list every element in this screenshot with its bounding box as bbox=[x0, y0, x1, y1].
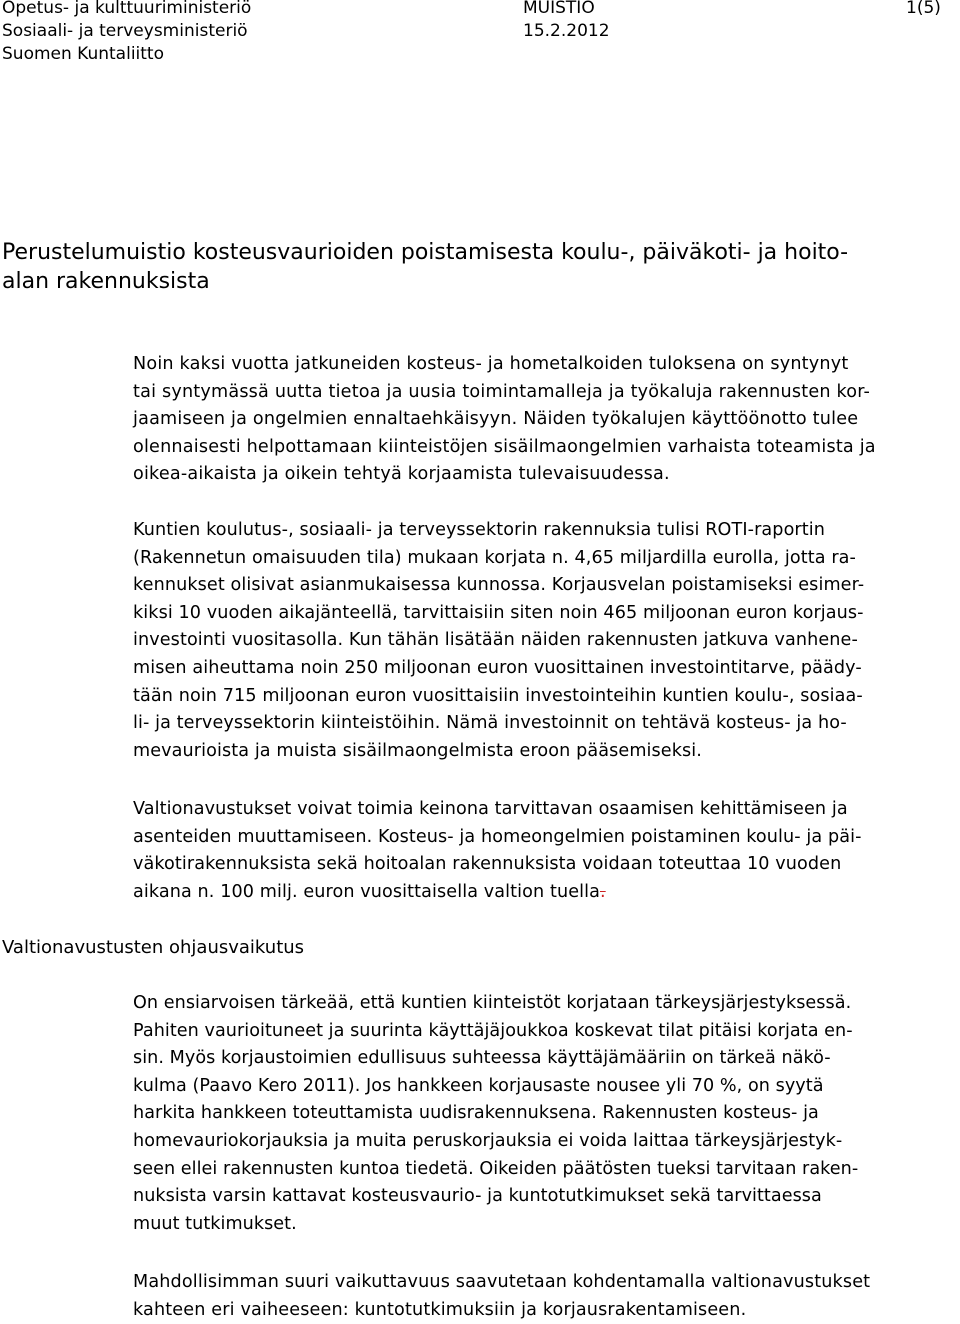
document-date: 15.2.2012 bbox=[523, 21, 610, 41]
paragraph-5 bbox=[133, 1269, 958, 1324]
paragraph-4 bbox=[133, 990, 958, 1238]
document-type: MUISTIO bbox=[523, 0, 595, 18]
section-heading: Valtionavustusten ohjausvaikutus bbox=[2, 937, 305, 958]
paragraph-line: seen ellei rakennusten kuntoa tiedetä. Oikeiden päätösten tueksi tarvitaan raken- bbox=[133, 1158, 859, 1179]
ministry-line-3: Suomen Kuntaliitto bbox=[2, 44, 164, 64]
paragraph-line: oikea-aikaista ja oikein tehtyä korjaamista tulevaisuudessa. bbox=[133, 464, 670, 485]
paragraph-line: On ensiarvoisen tärkeää, että kuntien kiinteistöt korjataan tärkeysjärjestyksessä. bbox=[133, 993, 852, 1013]
ministry-line-1: Opetus- ja kulttuuriministeriö bbox=[2, 0, 252, 18]
paragraph-line: muut tutkimukset. bbox=[133, 1213, 297, 1234]
paragraph-line: Valtionavustukset voivat toimia keinona tarvittavan osaamisen kehittämiseen ja bbox=[133, 799, 848, 819]
paragraph-2 bbox=[133, 517, 958, 765]
paragraph-line-last bbox=[133, 879, 958, 907]
paragraph-line: li- ja terveyssektorin kiinteistöihin. Nämä investoinnit on tehtävä kosteus- ja ho- bbox=[133, 713, 847, 734]
paragraph-line: tai syntymässä uutta tietoa ja uusia toimintamalleja ja työkaluja rakennusten kor- bbox=[133, 381, 871, 402]
paragraph-line: kennukset olisivat asianmukaisessa kunnossa. Korjausvelan poistamiseksi esimer- bbox=[133, 575, 865, 596]
paragraph-line: kulma (Paavo Kero 2011). Jos hankkeen korjausaste nousee yli 70 %, on syytä bbox=[133, 1075, 824, 1096]
paragraph-line: Noin kaksi vuotta jatkuneiden kosteus- ja hometalkoiden tuloksena on syntynyt bbox=[133, 354, 849, 374]
paragraph-line: mevaurioista ja muista sisäilmaongelmista eroon pääsemiseksi. bbox=[133, 740, 702, 761]
paragraph-line: harkita hankkeen toteuttamista uudisrakennuksena. Rakennusten kosteus- ja bbox=[133, 1103, 819, 1124]
paragraph-line: investointi vuositasolla. Kun tähän lisätään näiden rakennusten jatkuva vanhene- bbox=[133, 630, 858, 651]
page-number: 1(5) bbox=[906, 0, 941, 18]
ministry-line-2: Sosiaali- ja terveysministeriö bbox=[2, 21, 248, 41]
paragraph-3 bbox=[133, 796, 958, 906]
paragraph-line: kahteen eri vaiheeseen: kuntotutkimuksiin ja korjausrakentamiseen. bbox=[133, 1299, 747, 1320]
paragraph-line: (Rakennetun omaisuuden tila) mukaan korjata n. 4,65 miljardilla eurolla, jotta ra- bbox=[133, 547, 856, 568]
paragraph-line: Pahiten vaurioituneet ja suurinta käyttäjäjoukkoa koskevat tilat pitäisi korjata en- bbox=[133, 1020, 853, 1041]
paragraph-line: jaamiseen ja ongelmien ennaltaehkäisyyn. Näiden työkalujen käyttöönotto tulee bbox=[133, 409, 859, 430]
title-line-2: alan rakennuksista bbox=[2, 269, 210, 294]
paragraph-line: olennaisesti helpottamaan kiinteistöjen sisäilmaongelmien varhaista toteamista ja bbox=[133, 436, 876, 457]
paragraph-line: kiksi 10 vuoden aikajänteellä, tarvittaisiin siten noin 465 miljoonan euron korjaus- bbox=[133, 602, 864, 623]
paragraph-line: asenteiden muuttamiseen. Kosteus- ja homeongelmien poistaminen koulu- ja päi- bbox=[133, 826, 862, 847]
paragraph-line: nuksista varsin kattavat kosteusvaurio- ja kuntotutkimukset sekä tarvittaessa bbox=[133, 1186, 822, 1207]
paragraph-1 bbox=[133, 351, 958, 489]
paragraph-line: sin. Myös korjaustoimien edullisuus suhteessa käyttäjämääriin on tärkeä näkö- bbox=[133, 1048, 831, 1069]
paragraph-line: misen aiheuttama noin 250 miljoonan euron vuosittainen investointitarve, päädy- bbox=[133, 657, 862, 678]
title-line-1: Perustelumuistio kosteusvaurioiden poistamisesta koulu-, päiväkoti- ja hoito- bbox=[2, 240, 849, 265]
paragraph-line: Mahdollisimman suuri vaikuttavuus saavutetaan kohdentamalla valtionavustukset bbox=[133, 1272, 871, 1292]
paragraph-line: homevauriokorjauksia ja muita peruskorjauksia ei voida laittaa tärkeysjärjestyk- bbox=[133, 1130, 843, 1151]
page-title bbox=[2, 238, 952, 296]
last-line-text: aikana n. 100 milj. euron vuosittaisella valtion tuella bbox=[133, 881, 600, 902]
paragraph-line: Kuntien koulutus-, sosiaali- ja terveyssektorin rakennuksia tulisi ROTI-raportin bbox=[133, 520, 825, 540]
paragraph-line: tään noin 715 miljoonan euron vuosittaisiin investointeihin kuntien koulu-, sosiaa- bbox=[133, 685, 863, 706]
deleted-period-mark: . bbox=[599, 881, 606, 902]
paragraph-line: väkotirakennuksista sekä hoitoalan rakennuksista voidaan toteuttaa 10 vuoden bbox=[133, 854, 842, 875]
